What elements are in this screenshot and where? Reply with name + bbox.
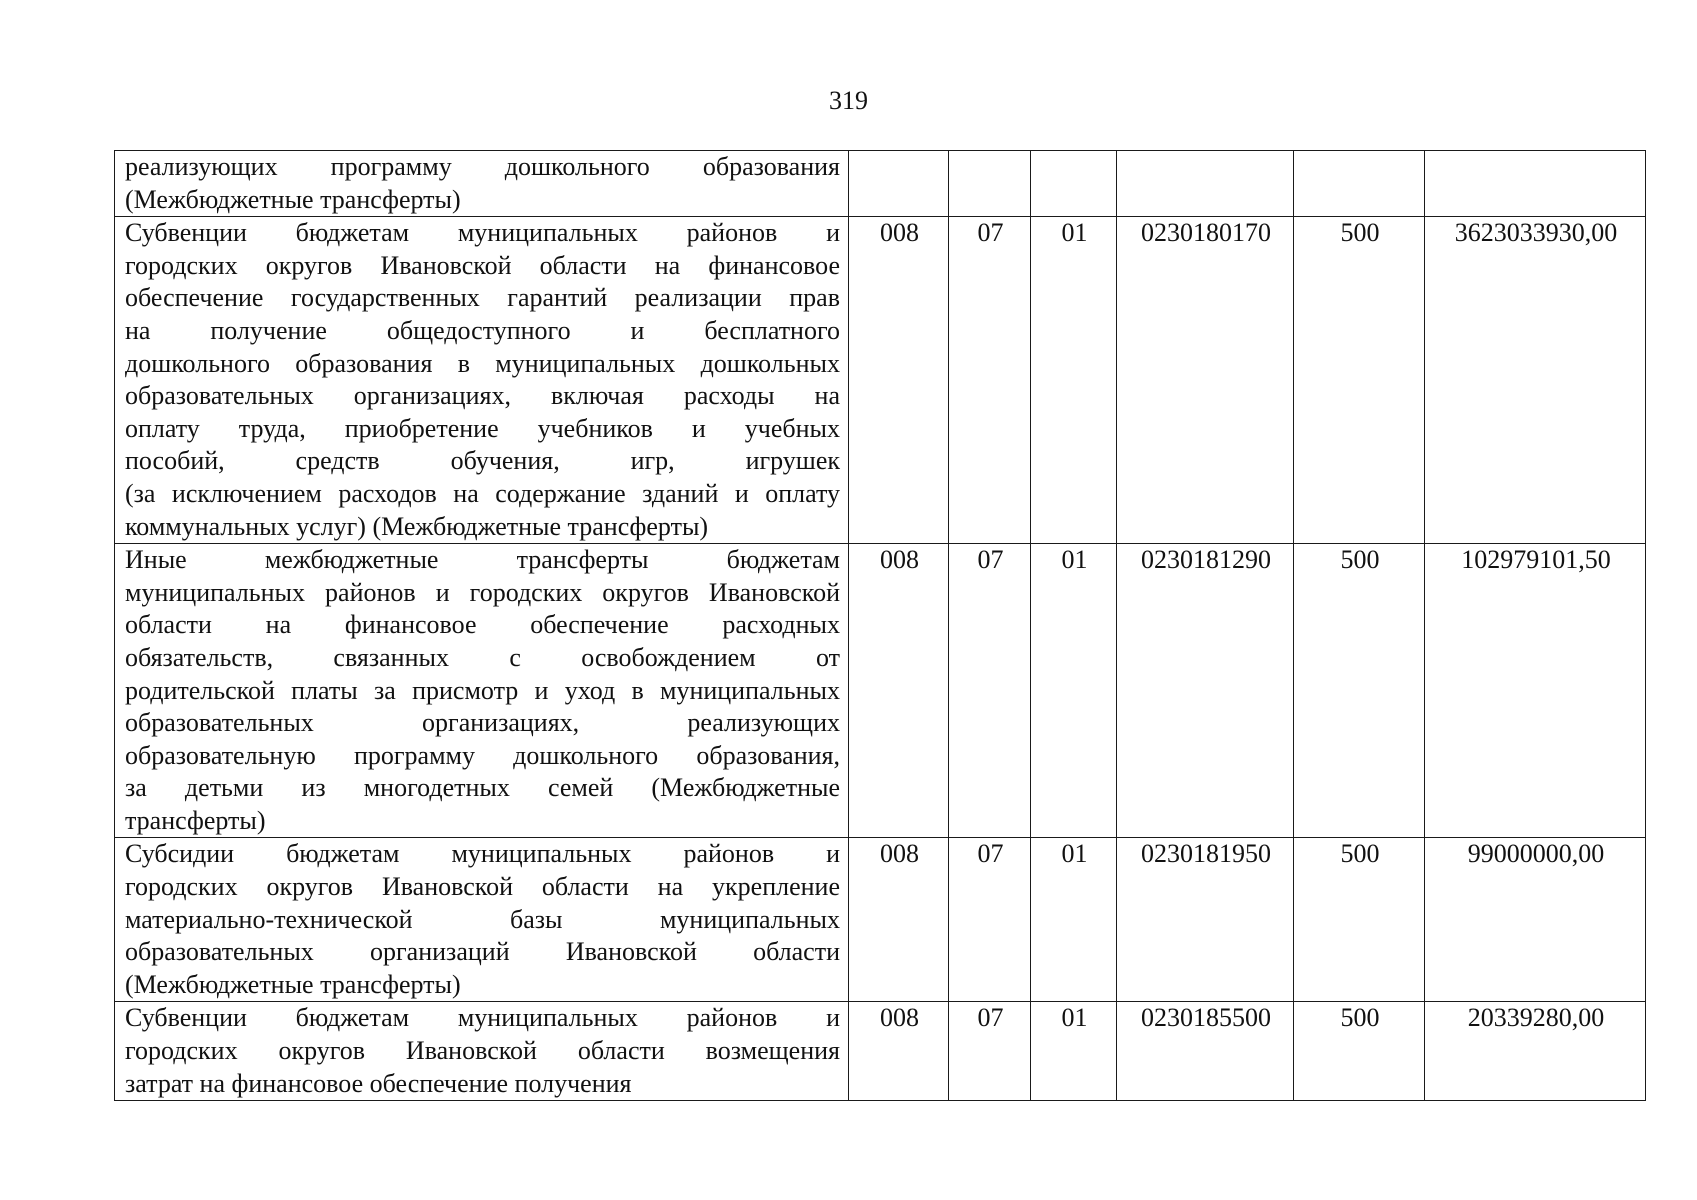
description-line: городских округов Ивановской области на укрепление [125, 872, 840, 902]
section-code-cell: 07 [949, 217, 1031, 544]
description-cell [115, 544, 849, 838]
subsection-code-cell: 01 [1031, 1002, 1117, 1101]
description-line: (Межбюджетные трансферты) [125, 969, 461, 999]
page-number: 319 [829, 86, 868, 115]
ministry-code-cell: 008 [849, 217, 949, 544]
description-line: (за исключением расходов на содержание зданий и оплату [125, 478, 840, 508]
description-line: муниципальных районов и городских округов Ивановской [125, 577, 840, 607]
description-line: образовательную программу дошкольного образования, [125, 740, 840, 770]
expense-type-code-cell: 500 [1294, 544, 1425, 838]
description-line: материально-технической базы муниципальных [125, 904, 840, 934]
description-line: Субсидии бюджетам муниципальных районов и [125, 839, 840, 869]
description-line: образовательных организаций Ивановской области [125, 937, 840, 967]
description-line: за детьми из многодетных семей (Межбюджетные [125, 773, 840, 803]
table-row [115, 1002, 1646, 1101]
description-line: области на финансовое обеспечение расходных [125, 610, 840, 640]
description-line: трансферты) [125, 805, 266, 835]
subsection-code-cell: 01 [1031, 838, 1117, 1002]
table-row [115, 838, 1646, 1002]
ministry-code-cell [849, 151, 949, 217]
amount-cell: 20339280,00 [1425, 1002, 1646, 1101]
description-line: пособий, средств обучения, игр, игрушек [125, 446, 840, 476]
amount-cell: 99000000,00 [1425, 838, 1646, 1002]
description-cell [115, 217, 849, 544]
budget-table [114, 150, 1646, 1101]
table-body [115, 151, 1646, 1101]
target-code-cell: 0230180170 [1117, 217, 1294, 544]
expense-type-code-cell: 500 [1294, 838, 1425, 1002]
amount-cell [1425, 151, 1646, 217]
target-code-cell: 0230181950 [1117, 838, 1294, 1002]
description-line: реализующих программу дошкольного образования [125, 152, 840, 181]
description-line: затрат на финансовое обеспечение получения [125, 1068, 632, 1098]
description-line: родительской платы за присмотр и уход в муниципальных [125, 675, 840, 705]
ministry-code-cell: 008 [849, 1002, 949, 1101]
description-line: образовательных организациях, включая расходы на [125, 381, 840, 411]
description-line: обязательств, связанных с освобождением от [125, 642, 840, 672]
description-line: оплату труда, приобретение учебников и учебных [125, 413, 840, 443]
subsection-code-cell: 01 [1031, 544, 1117, 838]
description-cell [115, 151, 849, 217]
section-code-cell [949, 151, 1031, 217]
subsection-code-cell [1031, 151, 1117, 217]
section-code-cell: 07 [949, 1002, 1031, 1101]
description-line: обеспечение государственных гарантий реализации прав [125, 283, 840, 313]
description-line: городских округов Ивановской области на финансовое [125, 250, 840, 280]
description-line: Иные межбюджетные трансферты бюджетам [125, 545, 840, 575]
section-code-cell: 07 [949, 838, 1031, 1002]
description-line: коммунальных услуг) (Межбюджетные трансферты) [125, 511, 709, 541]
target-code-cell [1117, 151, 1294, 217]
section-code-cell: 07 [949, 544, 1031, 838]
description-cell [115, 838, 849, 1002]
expense-type-code-cell [1294, 151, 1425, 217]
description-line: на получение общедоступного и бесплатного [125, 315, 840, 345]
table-row [115, 544, 1646, 838]
target-code-cell: 0230181290 [1117, 544, 1294, 838]
description-line: городских округов Ивановской области возмещения [125, 1036, 840, 1066]
expense-type-code-cell: 500 [1294, 1002, 1425, 1101]
subsection-code-cell: 01 [1031, 217, 1117, 544]
description-line: дошкольного образования в муниципальных дошкольных [125, 348, 840, 378]
ministry-code-cell: 008 [849, 838, 949, 1002]
ministry-code-cell: 008 [849, 544, 949, 838]
description-line: образовательных организациях, реализующих [125, 708, 840, 738]
amount-cell: 102979101,50 [1425, 544, 1646, 838]
expense-type-code-cell: 500 [1294, 217, 1425, 544]
table-row [115, 151, 1646, 217]
target-code-cell: 0230185500 [1117, 1002, 1294, 1101]
description-line: (Межбюджетные трансферты) [125, 184, 461, 214]
description-line: Субвенции бюджетам муниципальных районов и [125, 218, 840, 248]
description-cell [115, 1002, 849, 1101]
description-line: Субвенции бюджетам муниципальных районов и [125, 1003, 840, 1033]
amount-cell: 3623033930,00 [1425, 217, 1646, 544]
table-row [115, 217, 1646, 544]
